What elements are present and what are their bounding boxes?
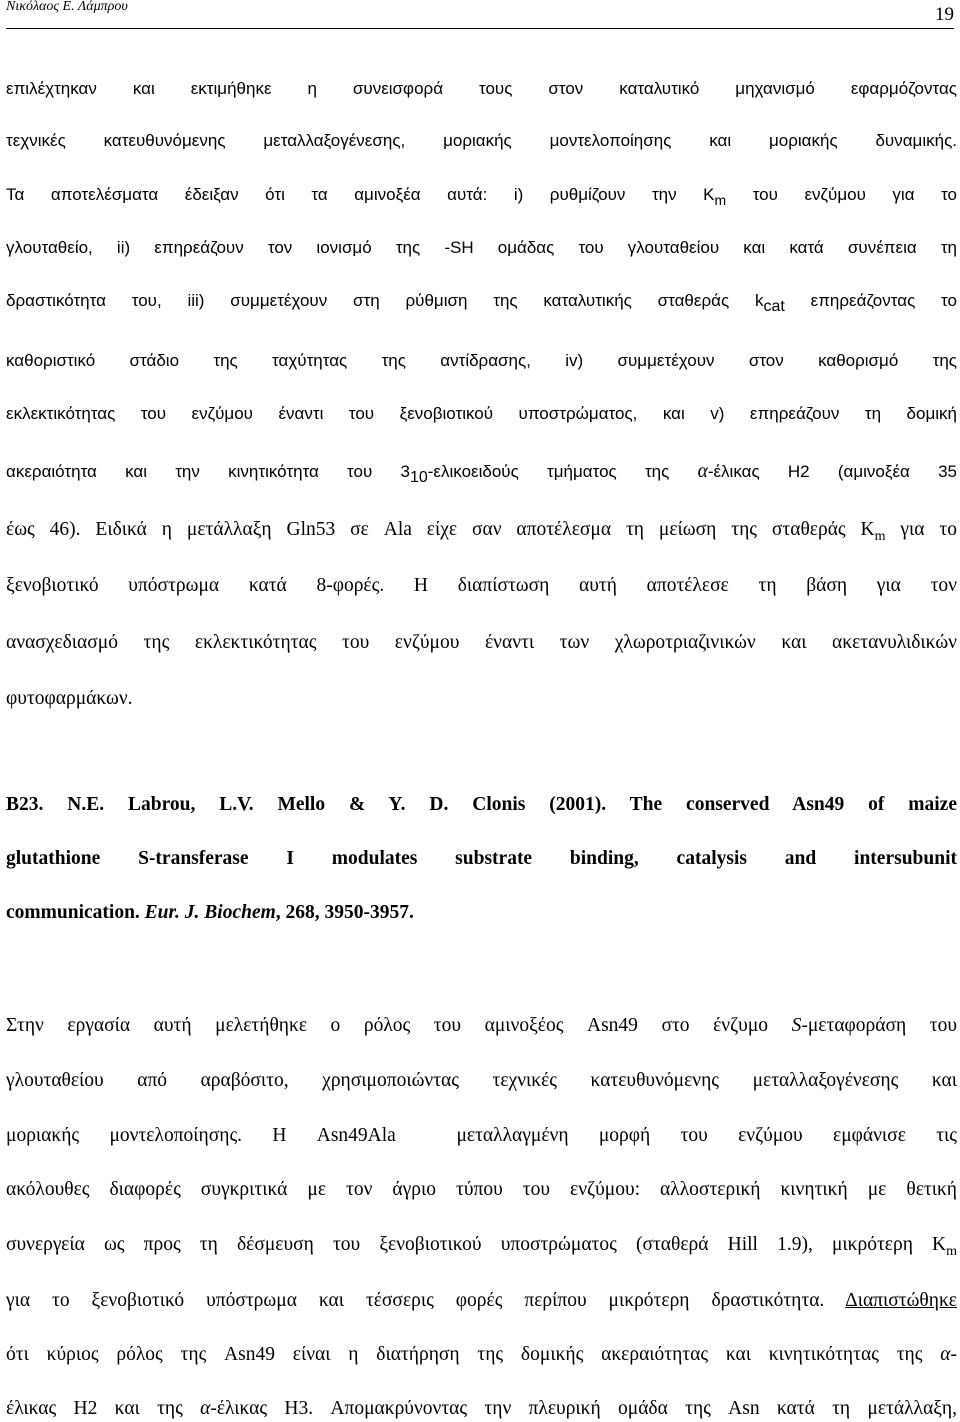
text-line: ακόλουθες διαφορές συγκριτικά με τον άγριο τύπου του ενζύμου: αλλοστερική κινητική με θετική [6, 1179, 957, 1200]
text-line: επιλέχτηκαν και εκτιμήθηκε η συνεισφορά τους στον καταλυτικό μηχανισμό εφαρμόζοντας [6, 79, 957, 98]
text-line: συνεργεία ως προς τη δέσμευση του ξενοβιοτικού υποστρώματος (σταθερά Hill 1.9), μικρότερη $K_m$ [6, 1234, 957, 1259]
text-line: Στην εργασία αυτή μελετήθηκε ο ρόλος του αμινοξέος Asn49 στο ένζυμο S-μεταφοράση του [6, 1015, 957, 1036]
text-line: γλουταθείο, ii) επηρεάζουν τον ιονισμό της -SH ομάδας του γλουταθείου και κατά συνέπεια τη [6, 238, 957, 257]
text-line: δραστικότητα του, iii) συμμετέχουν στη ρύθμιση της καταλυτικής σταθεράς kcat επηρεάζοντας το [6, 291, 957, 315]
reference-line: communication. Eur. J. Biochem, 268, 3950-3957. [6, 902, 414, 923]
text-line: τεχνικές κατευθυνόμενης μεταλλαξογένεσης, μοριακής μοντελοποίησης και μοριακής δυναμικής. [6, 131, 957, 150]
text-line: ανασχεδιασμό της εκλεκτικότητας του ενζύμου έναντι των χλωροτριαζινικών και ακετανυλιδικών [6, 632, 957, 653]
text-line: έως 46). Ειδικά η μετάλλαξη Gln53 σε Ala είχε σαν αποτέλεσμα τη μείωση της σταθεράς $K_m$ για το [6, 519, 957, 544]
header-author: Νικόλαος Ε. Λάμπρου [6, 0, 128, 14]
text-line: ξενοβιοτικό υπόστρωμα κατά 8-φορές. Η διαπίστωση αυτή αποτέλεσε τη βάση για τον [6, 575, 957, 596]
text-line: γλουταθείου από αραβόσιτο, χρησιμοποιώντας τεχνικές κατευθυνόμενης μεταλλαξογένεσης και [6, 1070, 957, 1091]
text-line: ότι κύριος ρόλος της Asn49 είναι η διατήρηση της δομικής ακεραιότητας και κινητικότητας της α- [6, 1344, 957, 1365]
text-line: φυτοφαρμάκων. [6, 688, 133, 709]
page-number: 19 [935, 4, 954, 25]
text-line: εκλεκτικότητας του ενζύμου έναντι του ξενοβιοτικού υποστρώματος, και v) επηρεάζουν τη δομική [6, 404, 957, 423]
text-line: ακεραιότητα και την κινητικότητα του 310-ελικοειδούς τμήματος της α-έλικας H2 (αμινοξέα 35 [6, 461, 957, 486]
reference-line: B23. N.E. Labrou, L.V. Mello & Y. D. Clonis (2001). The conserved Asn49 of maize [6, 794, 957, 815]
text-line: για το ξενοβιοτικό υπόστρωμα και τέσσερις φορές περίπου μικρότερη δραστικότητα. Διαπιστώθηκε [6, 1290, 957, 1311]
reference-line: glutathione S-transferase I modulates substrate binding, catalysis and intersubunit [6, 848, 957, 869]
journal-name: Eur. J. Biochem [144, 902, 276, 923]
text-line: έλικας H2 και της α-έλικας H3. Απομακρύνοντας την πλευρική ομάδα της Asn κατά τη μετάλλαξη, [6, 1398, 957, 1419]
text-line: Τα αποτελέσματα έδειξαν ότι τα αμινοξέα αυτά: i) ρυθμίζουν την $K_m$ του ενζύμου για το [6, 185, 957, 208]
header-rule [6, 28, 954, 29]
text-line: καθοριστικό στάδιο της ταχύτητας της αντίδρασης, iv) συμμετέχουν στον καθορισμό της [6, 351, 957, 370]
text-line: μοριακής μοντελοποίησης. Η Asn49Ala μεταλλαγμένη μορφή του ενζύμου εμφάνισε τις [6, 1125, 957, 1146]
